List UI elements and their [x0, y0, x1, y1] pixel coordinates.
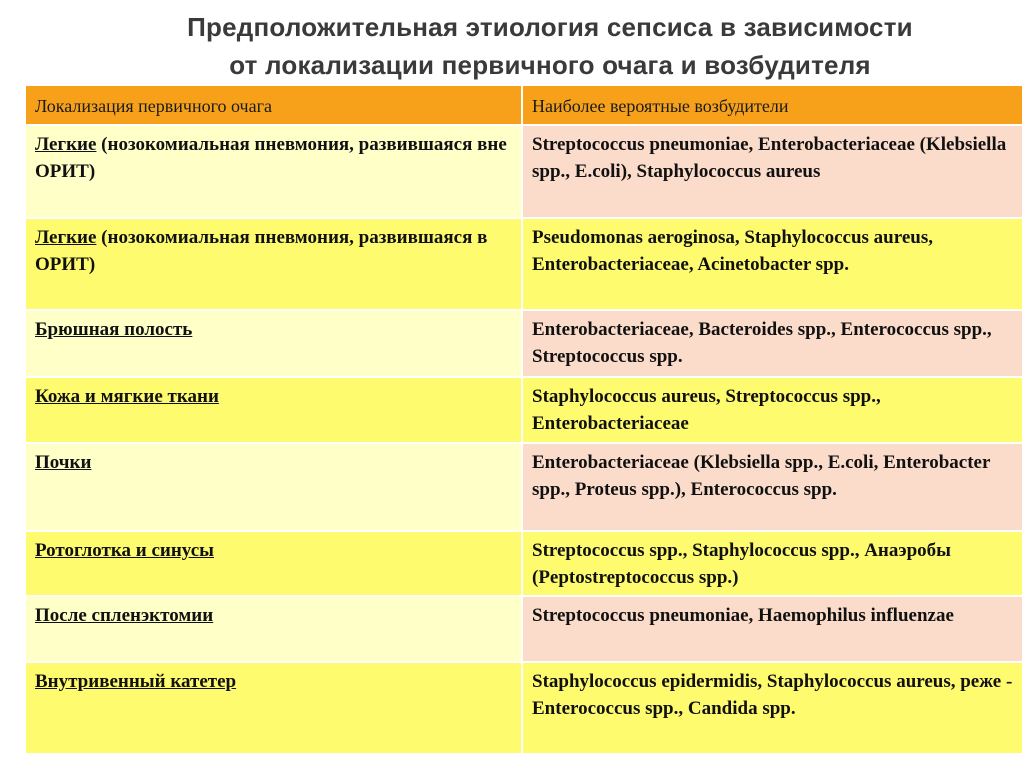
pathogens-cell: Staphylococcus epidermidis, Staphylococcus aureus, реже - Enterococcus spp., Candida spp.: [522, 662, 1023, 754]
header-pathogens: Наиболее вероятные возбудители: [522, 85, 1023, 125]
localization-cell: [25, 531, 522, 596]
pathogens-cell: Streptococcus pneumoniae, Haemophilus influenzae: [522, 596, 1023, 662]
localization-cell: [25, 218, 522, 310]
pathogens-cell: Pseudomonas aeroginosa, Staphylococcus aureus, Enterobacteriaceae, Acinetobacter spp.: [522, 218, 1023, 310]
table-header-row: [25, 85, 1023, 125]
table-row: [25, 662, 1023, 754]
localization-cell: [25, 662, 522, 754]
localization-name: Кожа и мягкие ткани: [35, 386, 219, 407]
slide-title: [0, 8, 1024, 84]
pathogens-cell: Streptococcus pneumoniae, Enterobacteriaceae (Klebsiella spp., E.coli), Staphylococcus aureus: [522, 125, 1023, 218]
table-row: [25, 218, 1023, 310]
localization-note: (нозокомиальная пневмония, развившаяся в ОРИТ): [35, 227, 488, 275]
etiology-table: [24, 84, 1024, 755]
localization-cell: [25, 443, 522, 531]
localization-cell: [25, 125, 522, 218]
slide-title-line-1: Предположительная этиология сепсиса в зависимости: [187, 12, 913, 42]
table-row: [25, 377, 1023, 443]
localization-name: Легкие: [35, 134, 97, 155]
localization-cell: [25, 596, 522, 662]
table-row: [25, 443, 1023, 531]
table-row: [25, 310, 1023, 377]
localization-name: Брюшная полость: [35, 319, 193, 340]
table-row: [25, 596, 1023, 662]
localization-name: Ротоглотка и синусы: [35, 540, 214, 561]
table-row: [25, 531, 1023, 596]
localization-name: Почки: [35, 452, 92, 473]
localization-name: После спленэктомии: [35, 605, 214, 626]
pathogens-cell: Enterobacteriaceae, Bacteroides spp., Enterococcus spp., Streptococcus spp.: [522, 310, 1023, 377]
pathogens-cell: Staphylococcus aureus, Streptococcus spp., Enterobacteriaceae: [522, 377, 1023, 443]
header-localization: Локализация первичного очага: [25, 85, 522, 125]
slide-title-line-2: от локализации первичного очага и возбудителя: [229, 50, 871, 80]
pathogens-cell: Streptococcus spp., Staphylococcus spp., Анаэробы (Peptostreptococcus spp.): [522, 531, 1023, 596]
localization-name: Легкие: [35, 227, 97, 248]
localization-name: Внутривенный катетер: [35, 671, 237, 692]
localization-cell: [25, 377, 522, 443]
localization-cell: [25, 310, 522, 377]
pathogens-cell: Enterobacteriaceae (Klebsiella spp., E.coli, Enterobacter spp., Proteus spp.), Enterococcus spp.: [522, 443, 1023, 531]
table-row: [25, 125, 1023, 218]
localization-note: (нозокомиальная пневмония, развившаяся вне ОРИТ): [35, 134, 507, 182]
